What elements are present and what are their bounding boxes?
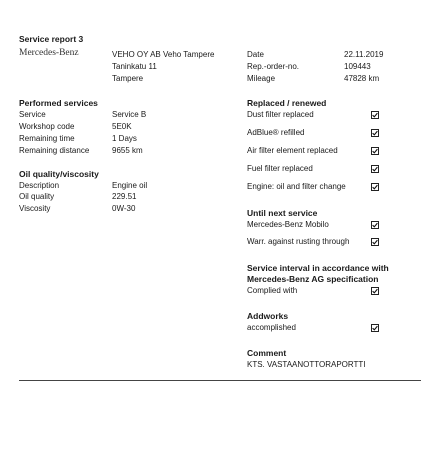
remaining-distance-label: Remaining distance bbox=[19, 146, 90, 155]
checkbox-checked-icon[interactable] bbox=[371, 129, 379, 137]
oil-quality-label: Oil quality bbox=[19, 192, 55, 201]
performed-services-heading: Performed services bbox=[19, 98, 98, 108]
checkbox-checked-icon[interactable] bbox=[371, 324, 379, 332]
meta-order-label: Rep.-order-no. bbox=[247, 62, 300, 71]
service-label: Service bbox=[19, 110, 46, 119]
meta-order-value: 109443 bbox=[344, 62, 371, 71]
checkbox-checked-icon[interactable] bbox=[371, 183, 379, 191]
viscosity-value: 0W-30 bbox=[112, 204, 136, 213]
addworks-item-label: accomplished bbox=[247, 323, 296, 332]
interval-heading-line1: Service interval in accordance with bbox=[247, 263, 389, 273]
until-next-item-label: Warr. against rusting through bbox=[247, 237, 350, 246]
checkbox-checked-icon[interactable] bbox=[371, 147, 379, 155]
dealer-city: Tampere bbox=[112, 74, 144, 83]
meta-date-value: 22.11.2019 bbox=[344, 50, 384, 59]
checkbox-checked-icon[interactable] bbox=[371, 165, 379, 173]
checkbox-checked-icon[interactable] bbox=[371, 287, 379, 295]
oil-heading: Oil quality/viscosity bbox=[19, 169, 99, 179]
replaced-heading: Replaced / renewed bbox=[247, 98, 327, 108]
meta-mileage-label: Mileage bbox=[247, 74, 276, 83]
checkbox-checked-icon[interactable] bbox=[371, 111, 379, 119]
remaining-time-label: Remaining time bbox=[19, 134, 75, 143]
comment-text: KTS. VASTAANOTTORAPORTTI bbox=[247, 360, 366, 369]
brand-logo: Mercedes-Benz bbox=[19, 48, 79, 58]
oil-quality-value: 229.51 bbox=[112, 192, 137, 201]
report-title: Service report 3 bbox=[19, 34, 84, 44]
footer-divider bbox=[19, 380, 421, 381]
comment-heading: Comment bbox=[247, 348, 287, 358]
remaining-time-value: 1 Days bbox=[112, 134, 137, 143]
checkbox-checked-icon[interactable] bbox=[371, 221, 379, 229]
meta-date-label: Date bbox=[247, 50, 264, 59]
checkbox-checked-icon[interactable] bbox=[371, 238, 379, 246]
until-next-item-label: Mercedes-Benz Mobilo bbox=[247, 220, 329, 229]
viscosity-label: Viscosity bbox=[19, 204, 51, 213]
replaced-item-label: Fuel filter replaced bbox=[247, 164, 313, 173]
dealer-name: VEHO OY AB Veho Tampere bbox=[112, 50, 215, 59]
interval-item-label: Complied with bbox=[247, 286, 298, 295]
replaced-item-label: Engine: oil and filter change bbox=[247, 182, 346, 191]
workshop-code-value: 5E0K bbox=[112, 122, 132, 131]
remaining-distance-value: 9655 km bbox=[112, 146, 143, 155]
replaced-item-label: Air filter element replaced bbox=[247, 146, 338, 155]
oil-description-value: Engine oil bbox=[112, 181, 148, 190]
interval-heading-line2: Mercedes-Benz AG specification bbox=[247, 274, 379, 284]
workshop-code-label: Workshop code bbox=[19, 122, 75, 131]
dealer-street: Taninkatu 11 bbox=[112, 62, 157, 71]
replaced-item-label: AdBlue® refilled bbox=[247, 128, 305, 137]
service-value: Service B bbox=[112, 110, 147, 119]
until-next-heading: Until next service bbox=[247, 208, 318, 218]
oil-description-label: Description bbox=[19, 181, 60, 190]
replaced-item-label: Dust filter replaced bbox=[247, 110, 314, 119]
addworks-heading: Addworks bbox=[247, 311, 289, 321]
meta-mileage-value: 47828 km bbox=[344, 74, 380, 83]
